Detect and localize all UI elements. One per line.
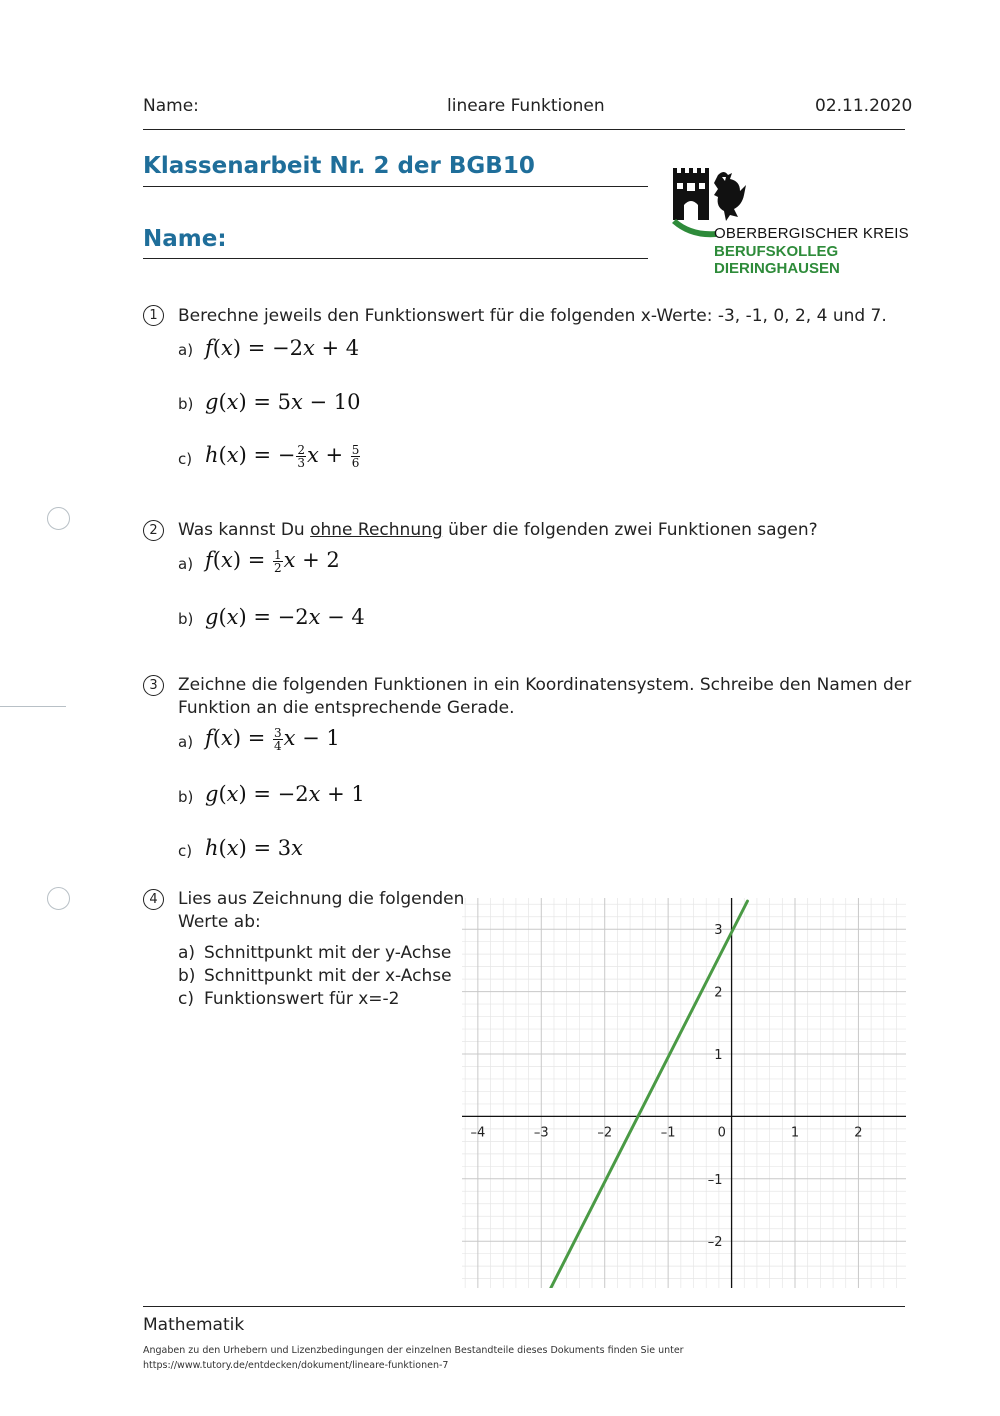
logo-line-2: BERUFSKOLLEG bbox=[714, 243, 839, 260]
x-tick-label: 1 bbox=[790, 1125, 800, 1141]
task-2-text bbox=[178, 519, 818, 542]
punch-hole-bottom bbox=[47, 887, 70, 910]
footer-subject: Mathematik bbox=[143, 1315, 245, 1335]
title-rule bbox=[143, 186, 648, 187]
task-2b-formula: g(x) = −2x − 4 bbox=[205, 605, 365, 629]
task-2-text-underlined: ohne Rechnung bbox=[310, 520, 443, 540]
task-3b-label: b) bbox=[178, 788, 194, 806]
task-1-text: Berechne jeweils den Funktionswert für die folgenden x-Werte: -3, -1, 0, 2, 4 und 7. bbox=[178, 306, 887, 326]
task-2-text-end: über die folgenden zwei Funktionen sagen? bbox=[442, 520, 818, 540]
x-tick-label: –2 bbox=[597, 1125, 613, 1141]
x-tick-label: 2 bbox=[854, 1125, 863, 1141]
task-1a-formula: f(x) = −2x + 4 bbox=[205, 336, 360, 360]
logo-line-3: DIERINGHAUSEN bbox=[714, 260, 840, 277]
task-3c-label: c) bbox=[178, 842, 193, 860]
logo-line-1: OBERBERGISCHER KREIS bbox=[714, 225, 909, 242]
y-tick-label: 3 bbox=[714, 923, 723, 939]
task-3-text-line-1: Zeichne die folgenden Funktionen in ein Koordinatensystem. Schreibe den Namen der bbox=[178, 675, 912, 695]
task-1b-label: b) bbox=[178, 395, 194, 413]
x-tick-label: –3 bbox=[533, 1125, 549, 1141]
y-tick-label: 1 bbox=[714, 1048, 723, 1063]
x-tick-label: –1 bbox=[660, 1125, 676, 1141]
coordinate-system-chart bbox=[462, 898, 906, 1288]
task-1c-label: c) bbox=[178, 450, 193, 468]
task-2b-label: b) bbox=[178, 610, 194, 628]
footer-note-link[interactable]: https://www.tutory.de/entdecken/dokument/lineare-funktionen-7 bbox=[143, 1360, 449, 1371]
student-name-label: Name: bbox=[143, 226, 227, 252]
task-4b-text: Schnittpunkt mit der x-Achse bbox=[204, 966, 452, 986]
header-rule bbox=[143, 129, 905, 130]
task-4a-text: Schnittpunkt mit der y-Achse bbox=[204, 943, 452, 963]
task-2a-formula: f(x) = $\frac{1}{2}$ x + 2 bbox=[205, 548, 340, 575]
task-number-4: 4 bbox=[143, 889, 164, 910]
task-4a-label: a) bbox=[178, 943, 196, 963]
task-3a-formula: f(x) = $\frac{3}{4}$ x − 1 bbox=[205, 726, 340, 753]
y-tick-label: 2 bbox=[714, 985, 723, 1001]
task-4c-text: Funktionswert für x=-2 bbox=[204, 989, 400, 1009]
task-4-text-line-1: Lies aus Zeichnung die folgenden bbox=[178, 889, 465, 909]
task-4-text-line-2: Werte ab: bbox=[178, 912, 261, 932]
task-4b-label: b) bbox=[178, 966, 196, 986]
footer-note-line-1: Angaben zu den Urhebern und Lizenzbedingungen der einzelnen Bestandteile dieses Dokuments finden Sie unter bbox=[143, 1345, 684, 1356]
task-number-3: 3 bbox=[143, 675, 164, 696]
school-logo bbox=[670, 165, 910, 280]
x-tick-label: 0 bbox=[717, 1125, 726, 1141]
fold-mark bbox=[0, 706, 66, 707]
y-tick-label: –1 bbox=[707, 1172, 723, 1188]
header-name-label: Name: bbox=[143, 96, 199, 116]
header-topic: lineare Funktionen bbox=[447, 96, 605, 116]
y-tick-label: –2 bbox=[707, 1235, 723, 1251]
task-3b-formula: g(x) = −2x + 1 bbox=[205, 782, 365, 806]
task-1b-formula: g(x) = 5x − 10 bbox=[205, 390, 361, 414]
task-1c-formula: h(x) = − $\frac{2}{3}$ x + $\frac{5}{6}$ bbox=[205, 443, 360, 470]
task-number-2: 2 bbox=[143, 520, 164, 541]
task-3c-formula: h(x) = 3x bbox=[205, 836, 303, 860]
name-rule bbox=[143, 258, 648, 259]
exam-title: Klassenarbeit Nr. 2 der BGB10 bbox=[143, 153, 535, 179]
task-1a-label: a) bbox=[178, 341, 194, 359]
graph-line bbox=[551, 901, 748, 1288]
task-3a-label: a) bbox=[178, 733, 194, 751]
task-2a-label: a) bbox=[178, 555, 194, 573]
task-number-1: 1 bbox=[143, 305, 164, 326]
header-date: 02.11.2020 bbox=[815, 96, 913, 116]
x-tick-label: –4 bbox=[470, 1125, 486, 1141]
footer-rule bbox=[143, 1306, 905, 1307]
task-2-text-start: Was kannst Du bbox=[178, 520, 311, 540]
task-4c-label: c) bbox=[178, 989, 194, 1009]
punch-hole-top bbox=[47, 507, 70, 530]
task-3-text-line-2: Funktion an die entsprechende Gerade. bbox=[178, 698, 515, 718]
